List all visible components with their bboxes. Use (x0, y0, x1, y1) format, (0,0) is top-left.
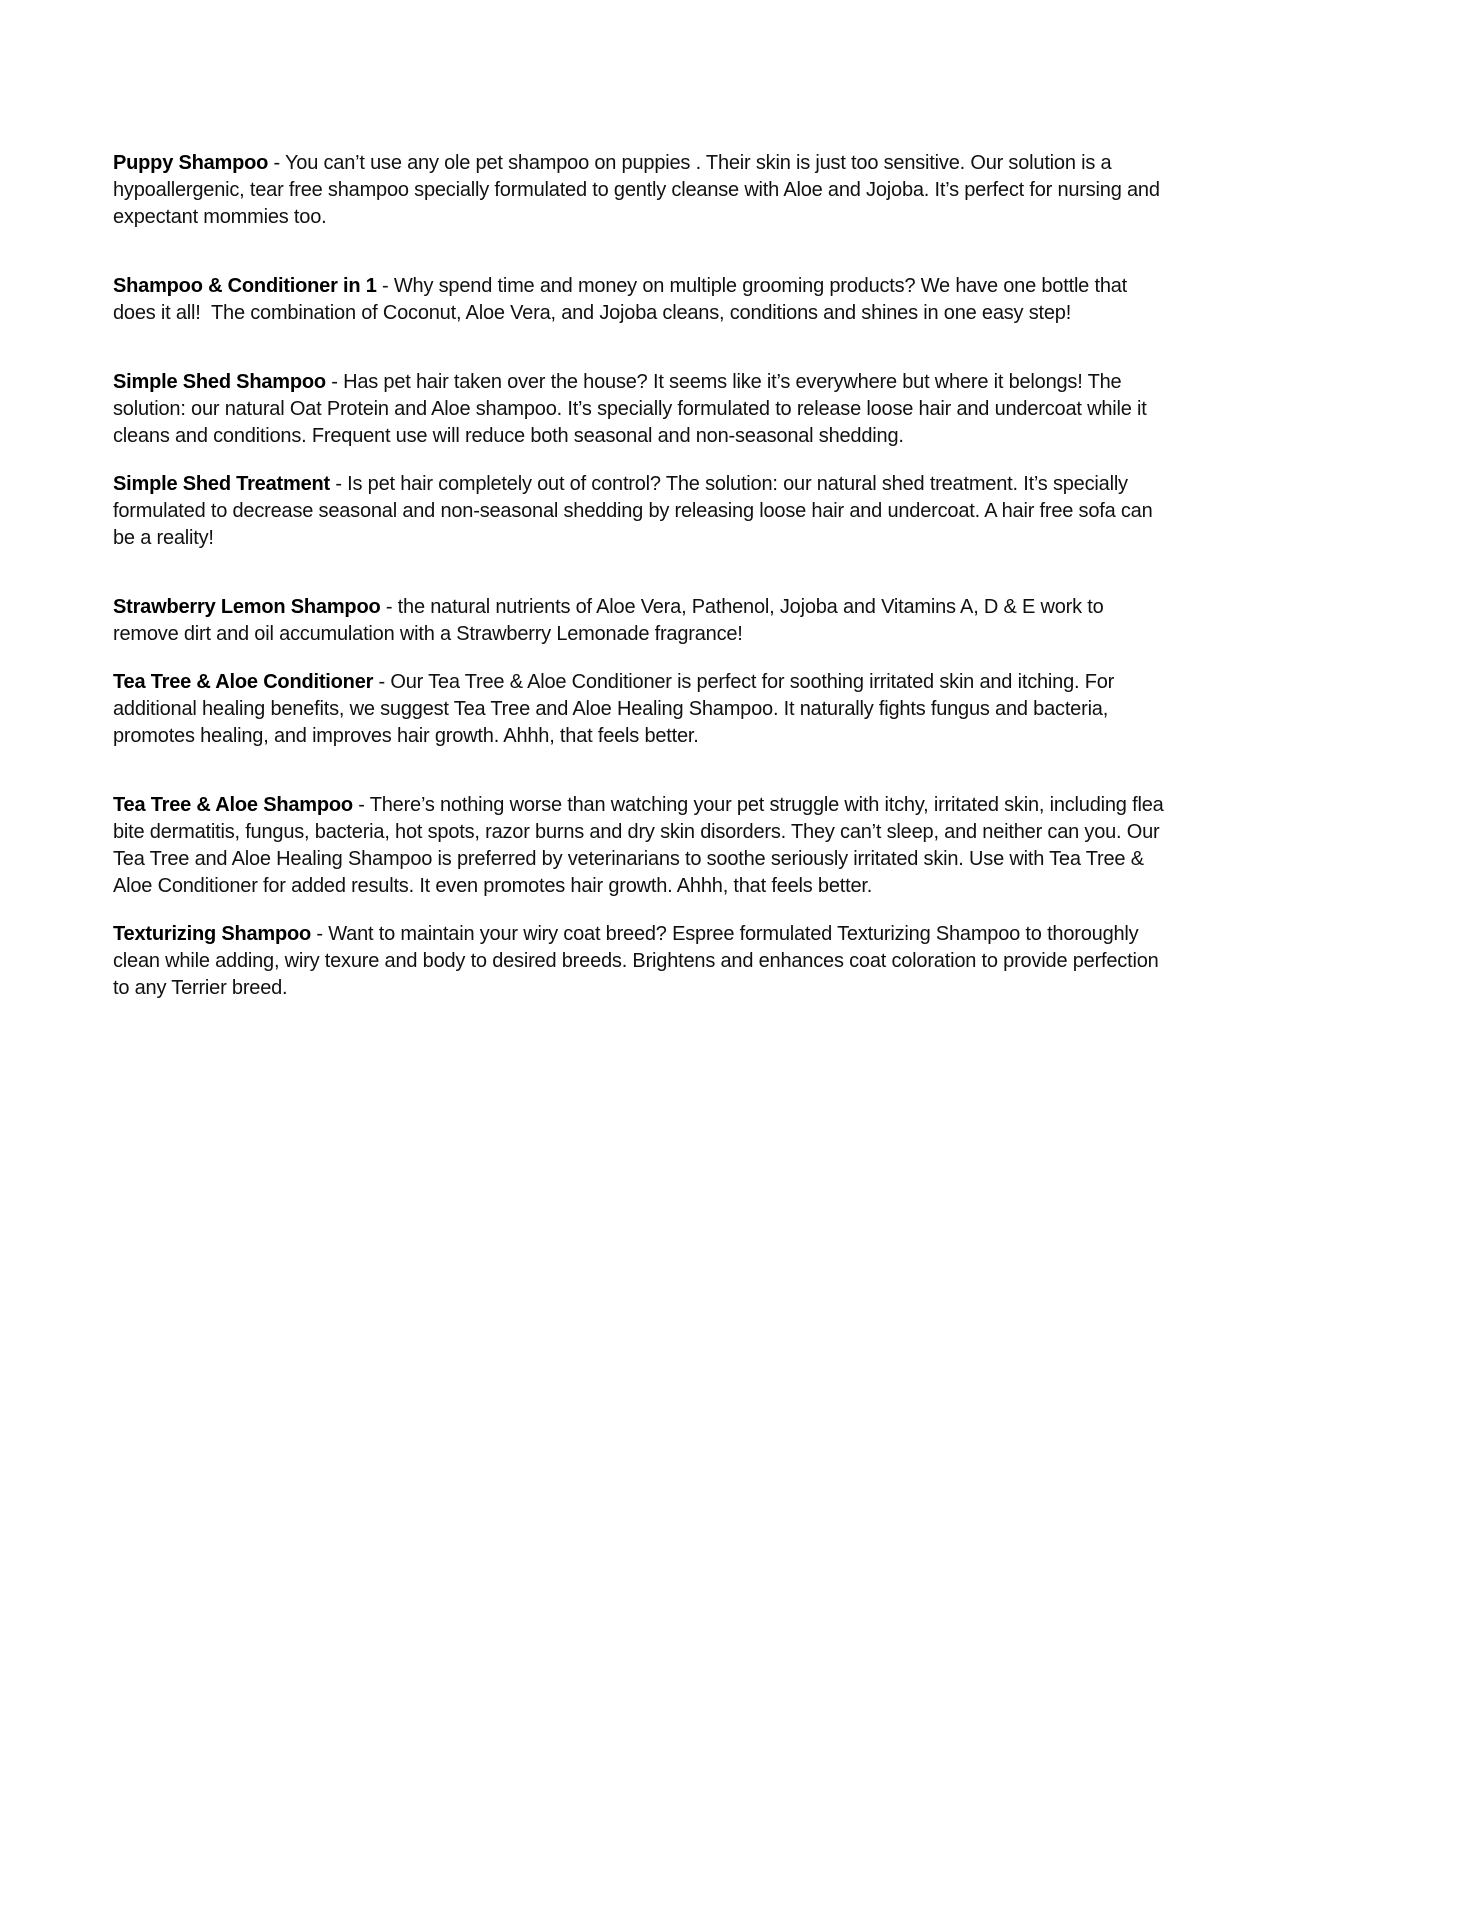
product-name: Texturizing Shampoo (113, 923, 312, 945)
separator: - (329, 473, 348, 495)
product-paragraph-simple-shed-treatment (113, 471, 1173, 552)
separator: - (380, 596, 398, 618)
separator: - (376, 275, 394, 297)
separator: - (325, 371, 344, 393)
product-description: Our Tea Tree & Aloe Conditioner is perfect for soothing irritated skin and itching. For additional healing benefits, we suggest Tea Tree and Aloe Healing Shampoo. It naturally fights fungus and bacteria, promotes healing, and improves hair growth. Ahhh, that feels better. (113, 671, 1120, 747)
product-name: Simple Shed Shampoo (113, 371, 326, 393)
product-paragraph-shampoo-conditioner-in-1 (113, 273, 1173, 327)
product-paragraph-tea-tree-aloe-conditioner (113, 669, 1173, 750)
product-paragraph-puppy-shampoo (113, 150, 1173, 231)
product-paragraph-strawberry-lemon-shampoo (113, 594, 1173, 648)
product-description: the natural nutrients of Aloe Vera, Pathenol, Jojoba and Vitamins A, D & E work to remove dirt and oil accumulation with a Strawberry Lemonade fragrance! (113, 596, 1109, 645)
product-name: Strawberry Lemon Shampoo (113, 596, 381, 618)
product-name: Tea Tree & Aloe Conditioner (113, 671, 374, 693)
separator: - (352, 794, 370, 816)
separator: - (373, 671, 391, 693)
product-description: Why spend time and money on multiple grooming products? We have one bottle that does it all! The combination of Coconut, Aloe Vera, and Jojoba cleans, conditions and shines in one easy step! (113, 275, 1133, 324)
product-description: You can’t use any ole pet shampoo on puppies . Their skin is just too sensitive. Our solution is a hypoallergenic, tear free shampoo specially formulated to gently cleanse with Aloe and Jojoba. It’s perfect for nursing and expectant mommies too. (113, 152, 1166, 228)
product-name: Simple Shed Treatment (113, 473, 330, 495)
product-name: Tea Tree & Aloe Shampoo (113, 794, 353, 816)
product-paragraph-tea-tree-aloe-shampoo (113, 792, 1173, 900)
product-name: Shampoo & Conditioner in 1 (113, 275, 377, 297)
separator: - (268, 152, 285, 174)
product-paragraph-simple-shed-shampoo (113, 369, 1173, 450)
product-description: Is pet hair completely out of control? The solution: our natural shed treatment. It’s specially formulated to decrease seasonal and non-seasonal shedding by releasing loose hair and undercoat. A hair free sofa can be a reality! (113, 473, 1158, 549)
product-name: Puppy Shampoo (113, 152, 269, 174)
product-description: There’s nothing worse than watching your pet struggle with itchy, irritated skin, including flea bite dermatitis, fungus, bacteria, hot spots, razor burns and dry skin disorders. They can’t sleep, and neither can you. Our Tea Tree and Aloe Healing Shampoo is preferred by veterinarians to soothe seriously irritated skin. Use with Tea Tree & Aloe Conditioner for added results. It even promotes hair growth. Ahhh, that feels better. (113, 794, 1169, 897)
product-description-list (113, 150, 1173, 1002)
product-description: Has pet hair taken over the house? It seems like it’s everywhere but where it belongs! The solution: our natural Oat Protein and Aloe shampoo. It’s specially formulated to release loose hair and undercoat while it cleans and conditions. Frequent use will reduce both seasonal and non-seasonal shedding. (113, 371, 1152, 447)
product-description: Want to maintain your wiry coat breed? Espree formulated Texturizing Shampoo to thoroughly clean while adding, wiry texure and body to desired breeds. Brightens and enhances coat coloration to provide perfection to any Terrier breed. (113, 923, 1164, 999)
separator: - (311, 923, 329, 945)
product-paragraph-texturizing-shampoo (113, 921, 1173, 1002)
